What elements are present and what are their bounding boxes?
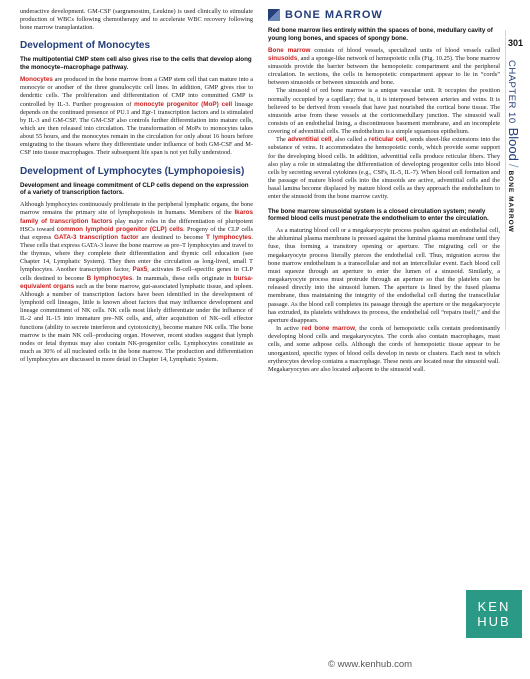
slash-divider: / — [506, 163, 521, 168]
lymphocyte-paragraph — [20, 201, 253, 364]
kenhub-logo[interactable] — [466, 590, 522, 638]
chapter-title: Blood — [506, 127, 521, 161]
term-clp: common lymphoid progenitor (CLP) cells — [56, 225, 184, 233]
logo-line-2: HUB — [477, 614, 511, 629]
text: such as the bone marrow, gut-associated lymphatic tissue, and spleen. Although a number of transcription factors have been identified in the development of lymphoid cell lineages, little is known about factors that may influence development and lineage commitment of NK cells. NK cells most likely differentiate under the influence of IL-2 and IL-15 into immature pre–NK cells, and, after acquisition of NK–cell effector functions (ability to secrete interferon and cytotoxicity), become mature NK cells. The bone marrow is the main NK cell–producing organ. However, recent studies suggest that lymph nodes or fetal thymus may also contain NK-progenitor cells. Lymphocytes constitute as much as 30% of all nucleated cells in the bone marrow. The production and differentiation of lymphocytes are discussed in more detail in Chapter 14, Lymphatic System. — [20, 282, 253, 364]
term-t-lymphocytes: T lymphocytes — [206, 233, 252, 241]
heading-lymphocytes: Development of Lymphocytes (Lymphopoiesis) — [20, 165, 245, 177]
term-sinusoids: sinusoids — [268, 54, 298, 62]
term-red-bone-marrow: red bone marrow — [301, 325, 356, 333]
intro-paragraph: underactive development. GM-CSF (sargramostim, Leukine) is used clinically to stimulate production of WBCs following chemotherapy and to accelerate WBC recovery following bone marrow transplantation. — [20, 8, 253, 32]
text: , the cords of hemopoietic cells contain predominantly developing blood cells and megakaryocytes. The cords also contain macrophages, mast cells, and some adipose cells. Although the cords of hemopoietic tissue appear to be unorganized, specific types of blood cells develop in nests or clusters. Each nest in which erythrocytes develop contains a macrophage. These nests are located near the sinusoid wall. Megakaryocytes are also located adjacent to the sinusoid wall. — [268, 325, 500, 373]
text: . These cells that express GATA-3 leave the bone marrow as pre–T lymphocytes and travel to the thymus, where they complete their differentiation and thymic cell education (see Chapter 14, Lymphatic System). They then enter the circulation as long-lived, small T lymphocytes. Another transcription factor, — [20, 233, 253, 274]
lead-sinusoidal-system: The bone marrow sinusoidal system is a closed circulation system; newly formed blood cells must penetrate the endothelium to enter the circulation. — [268, 207, 489, 223]
term-reticular-cell: reticular cell — [368, 136, 407, 144]
term-pax5: Pax5 — [132, 266, 148, 274]
page-number: 301 — [507, 38, 523, 48]
lead-monocytes: The multipotential CMP stem cell also gives rise to the cells that develop along the monocyte–macrophage pathway. — [20, 56, 252, 72]
term-ikaros: Ikaros family of transcription factors — [20, 209, 253, 225]
text: , and a sponge-like network of hemopoietic cells (Fig. 10.25). The bone marrow sinusoids provide the barrier between the hemopoietic compartment and the peripheral circulation. In sections, the cells in hemopoietic compartment appear to lie in “cords” between sinusoids or between sinusoids and bone. — [268, 54, 500, 87]
term-monocyte-progenitor: monocyte progenitor (MoP) cell — [134, 100, 233, 108]
section-header — [268, 8, 500, 22]
logo-line-1: KEN — [477, 599, 511, 614]
text: , also called a — [331, 136, 369, 144]
text: consists of blood vessels, specialized units of blood vessels called — [310, 46, 500, 54]
term-bursa: bursa-equivalent organs — [20, 274, 253, 290]
text: In active — [276, 325, 302, 333]
text: . Progeny of the CLP cells that express — [20, 225, 253, 241]
text: . In mammals, these cells originate in — [132, 274, 234, 282]
heading-monocytes: Development of Monocytes — [20, 40, 151, 52]
text: , activates B-cell–specific genes in CLP cells destined to become — [20, 266, 253, 282]
text: , sends sheet-like extensions into the substance of veins. It accommodates the hemopoietic cords, which provide some support for the developing blood cells. In addition, adventitial cells produce reticular fibers. They also play a role in stimulating the differentiation of developing progenitor cells into blood cells by secreting several cytokines (e.g., CSFs, IL-5, IL-7). When blood cell formation and the passage of mature blood cells into the sinusoids are active, adventitial cells and the basal lamina become displaced by mature blood cells as they approach the endothelium to enter the sinusoid from the bone marrow cavity. — [268, 136, 500, 201]
lead-lymphocytes: Development and lineage commitment of CLP cells depend on the expression of a variety of transcription factors. — [20, 181, 249, 197]
marrow-paragraph-3 — [268, 136, 500, 201]
chapter-tab — [506, 60, 521, 233]
text: lineage depends on the continued presence of PU.1 and Egr-1 transcription factors and is stimulated by IL-3 and GM-CSF. The GM-CSF also controls further differentiation into mature cells, which are then released into circulation. The transformation of MoPs to monocytes takes about 55 hours, and the monocytes remain in the circulation for only about 16 hours before emigrating to the tissues where they differentiate under influence of both GM-CSF and M-CSF into tissue macrophages. Their subsequent life span is not yet fully understood. — [20, 100, 253, 157]
watermark-link[interactable]: © www.kenhub.com — [328, 659, 413, 670]
chapter-label: CHAPTER 10 — [506, 60, 517, 124]
marrow-paragraph-2: The sinusoid of red bone marrow is a unique vascular unit. It occupies the position normally occupied by a capillary; that is, it is interposed between arteries and veins. It is believed to be derived from vessels that have just nourished the cortical bone tissue. The sinusoids arise from these vessels at the corticomedullary junction. The sinusoid wall consists of an endothelial lining, a discontinuous basement membrane, and an incomplete covering of adventitial cells. The endothelium is a simple squamous epithelium. — [268, 87, 500, 136]
text: are destined to become — [138, 233, 207, 241]
section-marker-icon — [268, 9, 280, 21]
section-label: BONE MARROW — [507, 170, 514, 233]
right-column — [268, 8, 500, 374]
term-adventitial-cell: adventitial cell — [287, 136, 332, 144]
text: play major roles in the differentiation of pluripotent HSCs toward — [20, 217, 254, 233]
left-column — [20, 8, 253, 364]
marrow-paragraph-4: As a maturing blood cell or a megakaryocyte process pushes against an endothelial cell, the abluminal plasma membrane is pressed against the luminal plasma membrane until they fuse, thus forming a transitory opening or aperture. The migrating cell or the megakaryocyte process literally pierces the endothelial cell. Thus, migration across the bone marrow endothelium is a transcellular and not an intercellular event. Each blood cell must squeeze through an aperture to enter the lumen of a sinusoid. Similarly, a megakaryocyte process must protrude through an aperture so that the platelets can be released directly into the sinusoid lumen. The aperture is lined by the fused plasma membrane, thus maintaining the integrity of the endothelial cell during the transcellular passage. As the blood cell completes its passage through the aperture or the megakaryocyte has extruded, its platelets withdraws its process, the endothelial cell “repairs itself,” and the aperture disappears. — [268, 227, 500, 324]
text: are produced in the bone marrow from a GMP stem cell that can mature into a monocyte or another of the three granulocytic cell lines. In addition, GMP gives rise to dendritic cells. The proliferation and differentiation of CMP into committed GMP is controlled by IL-3. Further progression of — [20, 76, 253, 108]
text: Although lymphocytes continuously proliferate in the peripheral lymphatic organs, the bone marrow remains the primary site of lymphopoiesis in humans. Members of the — [20, 201, 253, 217]
section-title: BONE MARROW — [285, 8, 383, 21]
marrow-paragraph-1 — [268, 47, 500, 88]
monocyte-paragraph — [20, 76, 253, 158]
term-bone-marrow: Bone marrow — [268, 46, 311, 54]
text: The — [276, 136, 288, 144]
term-gata3: GATA-3 transcription factor — [54, 233, 139, 241]
term-monocytes: Monocytes — [20, 76, 53, 84]
marrow-paragraph-5 — [268, 325, 500, 374]
term-b-lymphocytes: B lymphocytes — [86, 274, 133, 282]
lead-bone-marrow: Red bone marrow lies entirely within the spaces of bone, medullary cavity of young long bones, and spaces of spongy bone. — [268, 27, 493, 42]
